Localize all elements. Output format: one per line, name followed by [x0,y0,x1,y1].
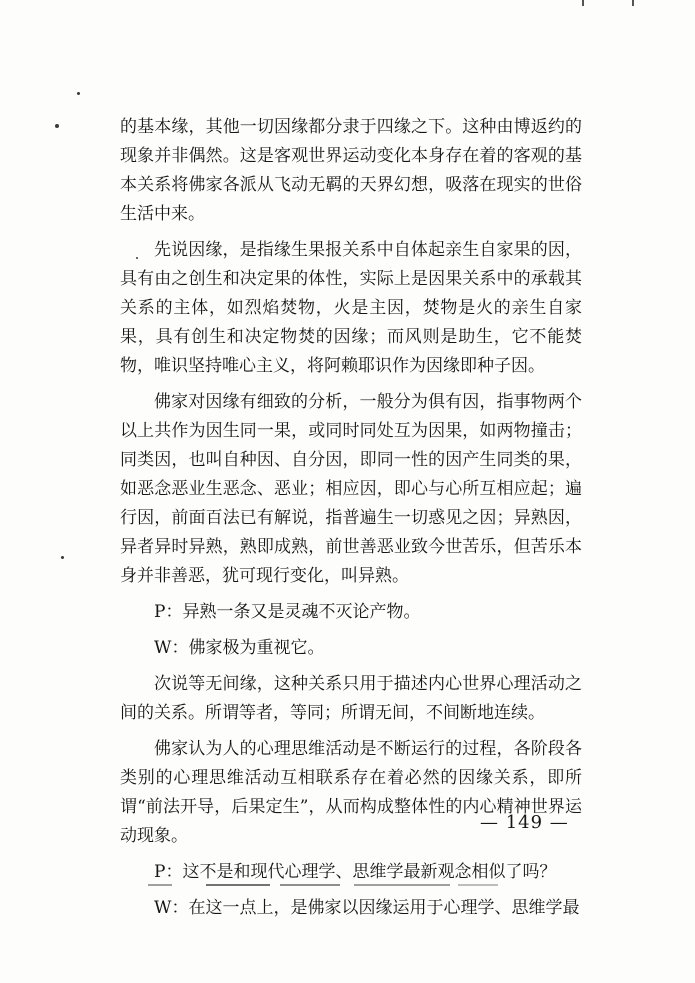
margin-speck [77,92,80,95]
scan-artifact-line [148,884,172,886]
scan-artifact-line [206,884,270,886]
top-edge-mark [632,0,634,6]
margin-speck [55,124,59,128]
paragraph: 的基本缘，其他一切因缘都分隶于四缘之下。这种由博返约的现象并非偶然。这是客观世界运动变化本身存在着的客观的基本关系将佛家各派从飞动无羁的天界幻想，吸落在现实的世俗生活中来。 [120,117,582,224]
dialogue-line: P：异熟一条又是灵魂不灭论产物。 [154,602,421,622]
paragraph: 佛家认为人的心理思维活动是不断运行的过程，各阶段各类别的心理思维活动互相联系存在着必然的因缘关系，即所谓“前法开导，后果定生”，从而构成整体性的内心精神世界运动现象。 [120,739,582,846]
top-edge-mark [582,0,584,6]
scan-artifact-line [458,884,498,886]
paragraph: 次说等无间缘，这种关系只用于描述内心世界心理活动之间的关系。所谓等者，等同；所谓无间，不间断地连续。 [120,674,582,723]
dialogue-line: W：在这一点上，是佛家以因缘运用于心理学、思维学最 [154,898,580,918]
paragraph: 佛家对因缘有细致的分析，一般分为俱有因，指事物两个以上共作为因生同一果，或同时同处互为因果，如两物撞击；同类因，也叫自种因、自分因，即同一性的因产生同类的果，如恶念恶业生恶念、恶业；相应因，即心与心所互相应起；遍行因，前面百法已有解说，指普遍生一切惑见之因；异熟因，异者异时异熟，熟即成熟，前世善恶业致今世苦乐，但苦乐本身并非善恶，犹可现行变化，叫异熟。 [120,392,582,586]
scan-artifact-line [280,884,340,886]
dialogue-line: W：佛家极为重视它。 [154,638,325,658]
paragraph: 先说因缘，是指缘生果报关系中自体起亲生自家果的因，具有由之创生和决定果的体性，实际上是因果关系中的承载其关系的主体，如烈焰焚物，火是主因，焚物是火的亲生自家果，具有创生和决定物焚的因缘；而风则是助生，它不能焚物，唯识坚持唯心主义，将阿赖耶识作为因缘即种子因。 [120,240,582,376]
dialogue-line: P：这不是和现代心理学、思维学最新观念相似了吗？ [154,862,557,882]
page-number: — 149 — [480,812,569,833]
body-text [120,113,582,930]
scan-artifact-line [354,884,450,886]
margin-speck [61,556,64,559]
